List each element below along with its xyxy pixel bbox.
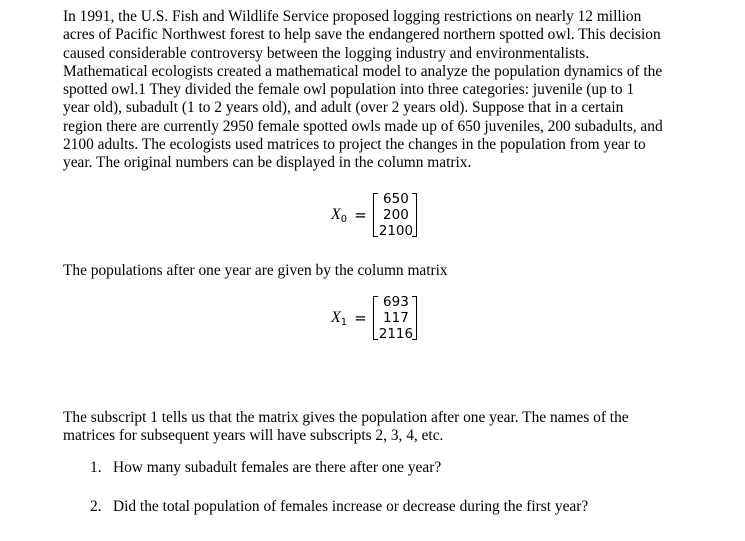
matrix-x0-label: $X_0$ [331,205,348,225]
question-text: Did the total population of females increase or decrease during the first year? [113,498,589,515]
after-one-year-text: The populations after one year are given by the column matrix [63,262,448,279]
subscript-paragraph [63,409,629,446]
intro-line: year old), subadult (1 to 2 years old), and adult (over 2 years old). Suppose that in a certain [63,99,624,117]
matrix-cell-adult: 2116 [378,326,414,342]
question-text: How many subadult females are there after one year? [113,459,442,476]
matrix-cell-subadult: 200 [383,207,409,223]
matrix-x1 [331,294,417,342]
question-number: 1. [90,459,102,476]
matrix-cell-subadult: 117 [383,310,409,326]
intro-line: region there are currently 2950 female spotted owls made up of 650 juveniles, 200 subadults, and [63,117,663,135]
matrix-cell-juvenile: 693 [383,294,409,310]
intro-line: acres of Pacific Northwest forest to help save the endangered northern spotted owl. This decision [63,26,661,44]
question-number: 2. [90,498,102,515]
intro-line: spotted owl.1 They divided the female owl population into three categories: juvenile (up to 1 [63,81,635,99]
question-item [90,498,588,516]
equals-sign: = [354,206,367,224]
matrix-cell-juvenile: 650 [383,191,409,207]
matrix-x0 [331,191,417,239]
matrix-x1-label: $X_1$ [331,308,348,328]
question-item [90,459,441,477]
intro-line: year. The original numbers can be displayed in the column matrix. [63,154,472,172]
column-matrix [373,191,417,239]
column-matrix [373,294,417,342]
subscript-line: The subscript 1 tells us that the matrix gives the population after one year. The names of the [63,409,629,426]
intro-paragraph [63,8,693,173]
intro-line: Mathematical ecologists created a mathematical model to analyze the population dynamics of the [63,62,663,80]
intro-line: In 1991, the U.S. Fish and Wildlife Service proposed logging restrictions on nearly 12 million [63,8,642,25]
subscript-line: matrices for subsequent years will have subscripts 2, 3, 4, etc. [63,427,444,445]
equals-sign: = [354,309,367,327]
intro-line: caused considerable controversy between the logging industry and environmentalists. [63,44,590,62]
matrix-cell-adult: 2100 [378,223,414,239]
intro-line: 2100 adults. The ecologists used matrices to project the changes in the population from year to [63,136,646,154]
